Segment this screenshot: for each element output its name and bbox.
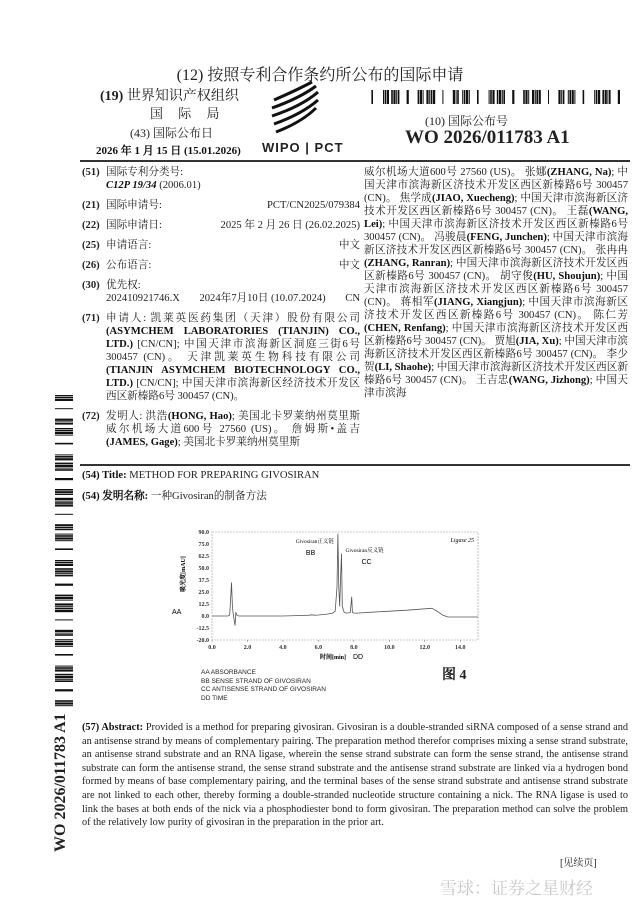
text-segment: ; 中国天津市滨海新区济技术开发区西区新榛路6号 300457 (CN)。 蒋相军 — [364, 271, 629, 308]
y-tick-label: 0.0 — [201, 614, 209, 620]
org-code: (19) — [100, 89, 124, 104]
ipc-version: (2006.01) — [159, 180, 201, 191]
text-segment: ; 美国北卡罗莱纳州莫里斯 — [177, 437, 300, 448]
barcode-bar — [55, 502, 73, 504]
barcode-bar — [55, 600, 73, 601]
barcode-bar — [431, 90, 433, 104]
barcode-bar — [55, 689, 73, 691]
barcode-bar — [618, 90, 620, 104]
organization-name — [100, 85, 239, 105]
barcode-bar — [55, 465, 73, 467]
barcode-bar — [492, 90, 494, 104]
barcode-bar — [385, 90, 387, 104]
wipo-pct-logo: WIPO | PCT — [262, 140, 344, 155]
barcode-bar — [548, 90, 549, 104]
title-chinese — [82, 488, 267, 503]
barcode-bar — [393, 90, 395, 104]
legend-item: DD TIME — [201, 694, 228, 702]
title-label: (54) 发明名称: — [82, 491, 149, 502]
barcode-bar — [55, 646, 73, 647]
ipc-field — [82, 166, 360, 179]
barcode-bar — [55, 428, 73, 429]
side-pub-number: WO 2026/011783 A1 — [52, 713, 69, 852]
priority-app: 202410921746.X — [106, 293, 180, 304]
barcode-bar — [536, 90, 538, 104]
barcode-bar — [55, 524, 73, 526]
title-label: (54) Title: — [82, 470, 127, 481]
barcode-bar — [55, 421, 73, 422]
inventors-continued-text — [364, 166, 628, 400]
field-label: 公布语言: — [106, 260, 152, 271]
text-segment: ; 中国天津市滨海新区济技术开发区西区新榛路6号 300457 (CN)。 冯骏晨 — [364, 219, 628, 243]
annotation-code-bb: BB — [305, 550, 316, 557]
barcode-bar — [55, 527, 73, 528]
barcode-bar — [55, 423, 73, 425]
barcode-bar — [55, 630, 73, 632]
x-tick-label: 14.0 — [455, 645, 466, 651]
barcode-bar — [55, 669, 73, 671]
legend-item: AA ABSORBANCE — [201, 669, 256, 676]
barcode-bar — [55, 674, 73, 676]
field-value: 2025 年 2 月 26 日 (26.02.2025) — [220, 220, 360, 231]
barcode-bar — [55, 501, 73, 502]
barcode-bar — [55, 463, 73, 465]
bureau: 国 际 局 — [150, 106, 226, 121]
barcode-bar — [490, 90, 492, 104]
barcode-bar — [55, 399, 73, 401]
barcode-bar — [464, 90, 466, 104]
pub-number: WO 2026/011783 A1 — [405, 127, 570, 148]
app-no-field — [82, 199, 360, 212]
barcode-bar — [407, 90, 409, 104]
figure-label: 图 4 — [442, 668, 467, 683]
x-axis-label: 时间[min] — [320, 655, 346, 660]
barcode-bar — [55, 458, 73, 460]
name-romanized: (HONG, Hao) — [167, 411, 232, 422]
barcode-bar — [55, 676, 73, 678]
name-romanized: (JIA, Xu) — [515, 336, 559, 347]
barcode-bar — [418, 90, 420, 104]
barcode-bar — [477, 90, 479, 104]
barcode-bar — [55, 529, 73, 531]
barcode-bar — [55, 705, 73, 706]
legend-item: BB SENSE STRAND OF GIVOSIRAN — [201, 677, 311, 685]
field-value: PCT/CN2025/079384 — [266, 200, 360, 211]
priority-field — [82, 279, 360, 292]
barcode-bar — [607, 90, 608, 104]
y-tick-label: 12.5 — [198, 602, 209, 608]
barcode-bar — [55, 573, 73, 574]
barcode-bar — [55, 537, 73, 539]
field-num: (71) — [82, 313, 100, 324]
text-segment: ; 中国天津市滨海新区济技术开发区西区新榛路6号 300457 (CN)。 王磊 — [364, 193, 628, 217]
field-value: 中文 — [338, 260, 360, 271]
barcode-bar — [55, 395, 73, 396]
applicants-field — [82, 312, 360, 403]
abstract — [82, 721, 628, 830]
barcode-bar — [469, 90, 470, 104]
name-romanized: (TIANJIN ASYMCHEM BIOTECHNOLOGY CO., LTD.) — [106, 365, 360, 389]
barcode-bar — [563, 90, 565, 104]
legend-item: CC ANTISENSE STRAND OF GIVOSIRAN — [201, 686, 326, 694]
app-date-field — [82, 219, 360, 232]
barcode-bar — [55, 641, 73, 643]
barcode-bar — [55, 679, 73, 680]
barcode-bar — [383, 90, 384, 104]
barcode-bar — [569, 90, 571, 104]
barcode-bar — [55, 469, 73, 471]
barcode-bar — [55, 643, 73, 645]
barcode-bar — [55, 478, 73, 480]
field-num: (26) — [82, 260, 100, 271]
vertical-barcode — [55, 395, 73, 707]
barcode-bar — [55, 504, 73, 506]
pub-no-label: (10) 国际公布号 — [425, 114, 508, 128]
text-segment: ; 中国天津市滨海新区济技术开发区西区新榛路6号 300457 (CN)。 陈仁芳 — [364, 297, 629, 321]
abstract-label: (57) Abstract: — [82, 722, 144, 733]
x-axis-code: DD — [353, 654, 364, 660]
barcode-bar — [55, 456, 73, 458]
text-segment: 申请人: 凯莱英医药集团（天津）股份有限公司 — [106, 313, 360, 324]
barcode-bar — [598, 90, 600, 104]
barcode-bar — [499, 90, 501, 104]
field-num: (21) — [82, 200, 100, 211]
priority-country: CN — [345, 293, 360, 304]
text-segment: [CN/CN]; 中国天津市滨海新区洞庭三街6号 300457 (CN)。 天津凯莱英生物科技有限公司 — [106, 339, 360, 363]
barcode-bar — [55, 603, 73, 605]
chromatogram-chart — [160, 520, 500, 660]
y-axis-code: AA — [172, 609, 182, 616]
text-segment: ; 中国天津市滨海新区济技术开发区西区新榛路6号 300457 (CN)。 李少贺 — [364, 336, 629, 373]
text-segment: ; 中国天津市滨海 — [364, 375, 629, 399]
name-romanized: (WANG, Jizhong) — [508, 375, 590, 386]
barcode-bar — [535, 90, 536, 104]
bibliographic-left-column — [82, 166, 360, 449]
barcode-bar — [387, 90, 389, 104]
barcode-bar — [568, 90, 569, 104]
annotation-antisense-strand: Givosiran反义链 — [345, 548, 384, 554]
divider — [80, 160, 630, 162]
barcode-bar — [497, 90, 499, 104]
barcode-bar — [55, 633, 73, 634]
barcode-bar — [466, 90, 468, 104]
name-romanized: (ASYMCHEM LABORATORIES (TIANJIN) CO., LTD.) — [106, 326, 360, 350]
text-segment: ; 中国天津市滨海新区济技术开发区西区新榛路6号 300457 (CN)。 胡守俊 — [364, 258, 628, 282]
y-tick-label: -20.0 — [196, 638, 209, 644]
name-romanized: (FENG, Junchen) — [466, 232, 547, 243]
barcode-bar — [55, 667, 73, 669]
barcode-bar — [574, 90, 575, 104]
name-romanized: (JIANG, Xiangjun) — [434, 297, 523, 308]
abstract-text: Provided is a method for preparing givosiran. Givosiran is a double-stranded siRNA composed of a sense strand and an antisense strand by means of complementary pairing. The preparation method therefor comprises mixing a sense strand substrate, an antisense strand substrate and an RNA ligase, wherein the sense strand substrate can form the sense strand, the antisense strand substrate can form the antisense strand, the sense strand substrate and the antisense strand substrate are linked via a hydrogen bond formed by means of base complementary pairing, and the terminal bases of the sense strand substrate and antisense strand substrate are not linked to each other, thereby forming a double-stranded nucleotide structure containing a nick. The RNA ligase is used to link the bases at both ends of the nick via a phosphodiester bond to form givosiran. The preparation method can solve the problem of the relatively low purity of givosiran in the preparation in the prior art. — [82, 722, 628, 829]
barcode-bar — [55, 443, 73, 445]
field-label: 国际申请号: — [106, 200, 162, 211]
barcode-bar — [55, 534, 73, 535]
text-segment: [CN/CN]; 中国天津市滨海新区经济技术开发区西区新榛路6号 300457 (CN)。 — [106, 378, 360, 402]
barcode-bar — [55, 666, 73, 667]
ipc-class: C12P 19/34 — [106, 180, 157, 191]
text-segment: 威尔机场大道600号 27560 (US)。 张娜 — [364, 167, 547, 178]
barcode-bar — [503, 90, 505, 104]
name-romanized: (LI, Shaohe) — [374, 362, 432, 373]
barcode-bar — [594, 90, 595, 104]
barcode-bar — [561, 90, 562, 104]
barcode-bar — [55, 489, 73, 491]
pub-date: 2026 年 1 月 15 日 (15.01.2026) — [96, 145, 241, 157]
barcode-bar — [391, 90, 393, 104]
y-tick-label: -12.5 — [196, 626, 209, 632]
barcode-bar — [55, 494, 73, 495]
barcode-bar — [602, 90, 604, 104]
barcode-bar — [55, 639, 73, 640]
barcode-bar — [423, 90, 424, 104]
barcode-bar — [558, 90, 560, 104]
text-segment: 发明人: 洪浩 — [106, 411, 168, 422]
barcode-bar — [55, 680, 73, 682]
watermark: 雪球：证券之星财经 — [440, 879, 593, 899]
barcode-bar — [55, 568, 73, 570]
field-num: (22) — [82, 220, 100, 231]
barcode-bar — [489, 90, 490, 104]
y-tick-label: 75.0 — [198, 542, 209, 548]
priority-date: 2024年7月10日 (10.07.2024) — [199, 293, 326, 304]
text-segment: ; 中国天津市滨海新区济技术开发区西区新榛路6号 300457 (CN)。 王吉忠 — [364, 362, 628, 386]
pub-date-label: (43) 国际公布日 — [130, 126, 213, 140]
field-num: (51) — [82, 167, 100, 178]
inventors-text — [106, 410, 360, 449]
barcode-bar — [572, 90, 574, 104]
barcode-bar — [55, 584, 73, 586]
barcode-bar — [453, 90, 455, 104]
barcode-bar — [609, 90, 611, 104]
barcode-bar — [55, 514, 73, 515]
figure-legend — [201, 669, 326, 703]
title-english — [82, 470, 319, 481]
barcode-bar — [462, 90, 463, 104]
field-num: (72) — [82, 411, 100, 422]
y-tick-label: 50.0 — [198, 566, 209, 572]
barcode-bar — [55, 498, 73, 500]
barcode-bar — [55, 397, 73, 399]
barcode-bar — [502, 90, 503, 104]
barcode-bar — [55, 419, 73, 421]
barcode-bar — [55, 702, 73, 704]
name-romanized: (ZHANG, Na) — [546, 167, 612, 178]
barcode-bar — [55, 610, 73, 612]
barcode-bar — [55, 634, 73, 636]
y-axis-label: 吸光度[mAU] — [181, 556, 187, 592]
barcode-bar — [596, 90, 598, 104]
x-tick-label: 8.0 — [350, 645, 358, 651]
name-romanized: (JIAO, Xuecheng) — [431, 193, 515, 204]
barcode-bar — [55, 454, 73, 455]
barcode-bar — [512, 90, 514, 104]
barcode-bar — [55, 491, 73, 493]
barcode-bar — [433, 90, 435, 104]
name-romanized: (CHEN, Renfang) — [364, 323, 446, 334]
barcode-bar — [55, 608, 73, 610]
y-tick-label: 90.0 — [198, 530, 209, 536]
title-text: 一种Givosiran的制备方法 — [150, 491, 267, 502]
text-segment: ; 美国北卡罗莱纳州莫里斯威尔机场大道600号 27560 (US)。 詹姆斯•盖吉 — [106, 411, 361, 435]
barcode-bar — [55, 654, 73, 656]
barcode-bar — [398, 90, 400, 104]
name-romanized: (ZHANG, Ranran) — [364, 258, 451, 269]
barcode-bar — [396, 90, 397, 104]
applicants-text — [106, 312, 360, 403]
barcode-bar — [523, 90, 525, 104]
name-romanized: (JAMES, Gage) — [106, 437, 178, 448]
x-tick-label: 6.0 — [314, 645, 323, 651]
x-tick-label: 10.0 — [384, 645, 395, 651]
barcode-bar — [55, 432, 73, 434]
chart-title: Ligase 25 — [450, 538, 474, 544]
barcode-bar — [528, 90, 529, 104]
org-name: 世界知识产权组织 — [126, 89, 239, 104]
y-tick-label: 25.0 — [198, 590, 209, 596]
barcode-bar — [55, 700, 73, 702]
ipc-value — [82, 179, 360, 192]
barcode-bar — [55, 560, 73, 561]
annotation-code-cc: CC — [361, 559, 372, 566]
field-label: 申请语言: — [106, 240, 152, 251]
barcode-bar — [426, 90, 428, 104]
continued-note: [见续页] — [560, 858, 597, 869]
barcode-bar — [605, 90, 607, 104]
barcode-bar — [55, 548, 73, 550]
annotation-sense-strand: Givosiran正义链 — [295, 539, 334, 545]
barcode-bar — [55, 606, 73, 607]
barcode-bar — [55, 562, 73, 564]
barcode-bar — [429, 90, 430, 104]
x-tick-label: 2.0 — [243, 645, 252, 651]
barcode-bar — [525, 90, 527, 104]
barcode-bar — [55, 540, 73, 541]
barcode — [367, 90, 625, 104]
text-segment: ; 中国天津市滨海新区济技术开发区西区新榛路6号 300457 (CN)。 张冉冉 — [364, 232, 628, 256]
barcode-bar — [55, 468, 73, 469]
x-tick-label: 12.0 — [419, 645, 431, 651]
barcode-bar — [583, 90, 585, 104]
text-segment: ; 中国天津市滨海新区济技术开发区西区新榛路6号 300457 (CN)。 贾旭 — [364, 323, 628, 347]
barcode-bar — [55, 435, 73, 436]
barcode-bar — [55, 597, 73, 599]
barcode-bar — [55, 570, 73, 572]
inventors-field — [82, 410, 360, 449]
barcode-bar — [55, 575, 73, 577]
barcode-bar — [55, 408, 73, 409]
y-tick-label: 37.5 — [198, 578, 209, 584]
wipo-logo-icon — [262, 80, 332, 140]
field-label: 优先权: — [106, 280, 141, 291]
barcode-bar — [55, 430, 73, 432]
field-num: (30) — [82, 280, 100, 291]
barcode-bar — [532, 90, 534, 104]
barcode-bar — [442, 90, 443, 104]
x-tick-label: 0.0 — [208, 645, 216, 651]
y-tick-label: 62.5 — [198, 554, 209, 560]
barcode-bar — [457, 90, 459, 104]
name-romanized: (WANG, Lei) — [364, 206, 628, 230]
barcode-bar — [539, 90, 541, 104]
divider — [80, 464, 630, 466]
document-type-heading: (12) 按照专利合作条约所公布的国际申请 — [176, 67, 464, 84]
title-text: METHOD FOR PREPARING GIVOSIRAN — [129, 470, 320, 481]
name-romanized: (HU, Shoujun) — [533, 271, 601, 282]
barcode-bar — [55, 535, 73, 537]
field-value: 中文 — [338, 240, 360, 251]
barcode-bar — [420, 90, 422, 104]
field-label: 国际专利分类号: — [106, 167, 184, 178]
filing-lang-field — [82, 239, 360, 252]
field-num: (25) — [82, 240, 100, 251]
field-label: 国际申请日: — [106, 220, 162, 231]
barcode-bar — [456, 90, 457, 104]
barcode-bar — [371, 90, 373, 104]
x-tick-label: 4.0 — [279, 645, 287, 651]
priority-value — [82, 292, 360, 305]
pub-lang-field — [82, 259, 360, 272]
barcode-bar — [55, 564, 73, 566]
barcode-bar — [55, 595, 73, 597]
text-segment: ; 中国天津市滨海新区济技术开发区西区新榛路6号 300457 (CN)。 焦学成 — [364, 167, 628, 204]
barcode-bar — [55, 619, 73, 620]
